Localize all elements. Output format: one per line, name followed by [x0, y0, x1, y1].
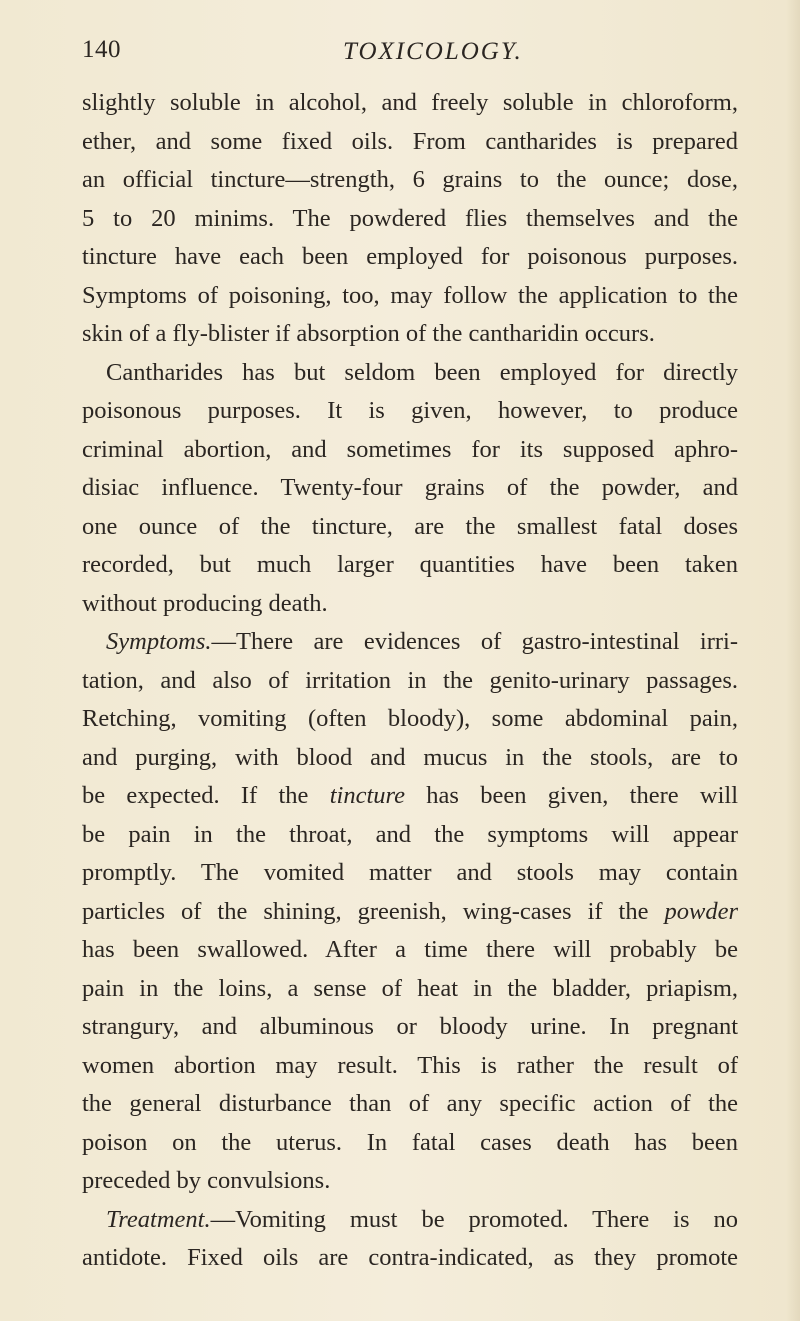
text-line: Cantharides has but seldom been employed for directly: [106, 358, 738, 386]
text-line: without producing death.: [82, 589, 328, 617]
text-span: —There are evidences of gastro-intestinal irri-: [211, 628, 738, 655]
text-line: disiac influence. Twenty-four grains of the powder, and: [82, 474, 738, 501]
paragraph-symptoms: [82, 623, 738, 1201]
text-line: women abortion may result. This is rather the result of: [82, 1051, 738, 1079]
text-line: strangury, and albuminous or bloody urine. In pregnant: [82, 1013, 738, 1040]
text-line: tation, and also of irritation in the genito-urinary passages.: [82, 666, 738, 694]
symptoms-heading: Symptoms.: [106, 628, 212, 655]
text-line: promptly. The vomited matter and stools may contain: [82, 859, 738, 886]
treatment-heading: Treatment.: [106, 1205, 211, 1233]
text-span: has been given, there will: [405, 782, 738, 809]
text-line: recorded, but much larger quantities have been taken: [82, 551, 738, 578]
text-line: skin of a fly-blister if absorption of the cantharidin occurs.: [82, 320, 655, 347]
text-line: [82, 1201, 738, 1240]
text-line: pain in the loins, a sense of heat in the bladder, priapism,: [82, 974, 738, 1002]
text-line: tincture have each been employed for poisonous purposes.: [82, 243, 738, 270]
text-line: be pain in the throat, and the symptoms will appear: [82, 820, 738, 848]
powder-word: powder: [664, 897, 738, 925]
text-line: poisonous purposes. It is given, however, to produce: [82, 397, 738, 424]
text-span: —Vomiting must be promoted. There is no: [210, 1205, 738, 1233]
text-line: [82, 893, 738, 932]
text-line: and purging, with blood and mucus in the stools, are to: [82, 743, 738, 771]
page-header: [0, 36, 800, 76]
paragraph-treatment: [82, 1201, 738, 1278]
page-number: 140: [82, 36, 121, 63]
text-line: preceded by convulsions.: [82, 1167, 331, 1194]
text-line: poison on the uterus. In fatal cases death has been: [82, 1128, 738, 1156]
tincture-word: tincture: [329, 782, 406, 809]
text-line: an official tincture—strength, 6 grains to the ounce; dose,: [82, 166, 738, 193]
text-line: antidote. Fixed oils are contra-indicated, as they promote: [82, 1244, 738, 1271]
text-line: Symptoms of poisoning, too, may follow the application to the: [82, 281, 738, 309]
page-edge-shadow: [786, 0, 800, 1321]
text-line: one ounce of the tincture, are the smallest fatal doses: [82, 512, 738, 540]
text-line: [82, 623, 738, 662]
text-line: [82, 777, 738, 816]
text-span: particles of the shining, greenish, wing-cases if the: [82, 897, 665, 925]
text-line: criminal abortion, and sometimes for its supposed aphro-: [82, 435, 738, 463]
paragraph-2: [82, 354, 738, 624]
text-line: Retching, vomiting (often bloody), some abdominal pain,: [82, 705, 738, 732]
text-line: ether, and some fixed oils. From cantharides is prepared: [82, 127, 738, 155]
text-line: has been swallowed. After a time there will probably be: [82, 936, 738, 963]
text-line: the general disturbance than of any specific action of the: [82, 1090, 738, 1117]
body-text: [82, 84, 738, 1278]
text-line: 5 to 20 minims. The powdered flies themselves and the: [82, 204, 738, 232]
running-head: TOXICOLOGY.: [343, 38, 523, 65]
text-line: slightly soluble in alcohol, and freely soluble in chloroform,: [82, 89, 738, 116]
paragraph-1: [82, 84, 738, 354]
text-span: be expected. If the: [82, 782, 330, 809]
